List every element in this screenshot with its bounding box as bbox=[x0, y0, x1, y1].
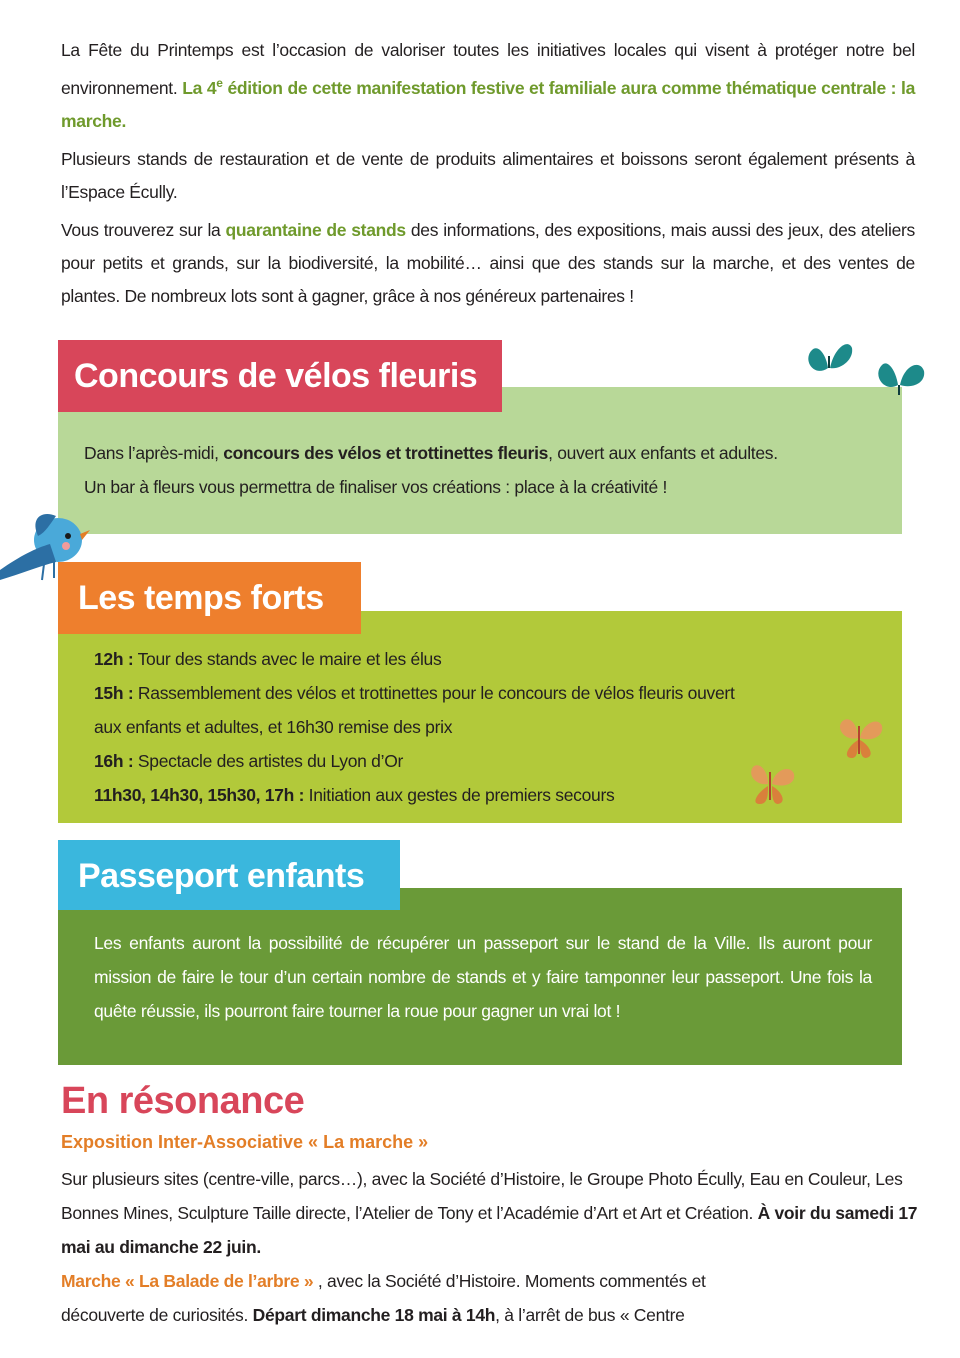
intro-text bbox=[61, 34, 915, 318]
temps-forts-item: 15h : Rassemblement des vélos et trottinettes pour le concours de vélos fleuris ouvert bbox=[94, 683, 735, 703]
passeport-text: Les enfants auront la possibilité de récupérer un passeport sur le stand de la Ville. Ils auront pour mission de faire le tour d’un certain nombre de stands et y faire tamponner leur passeport. Une fois la quête réussie, ils pourront faire tourner la roue pour gagner un vrai lot ! bbox=[94, 933, 872, 1021]
intro-paragraph-3: Vous trouverez sur la quarantaine de stands des informations, des expositions, mais aussi des jeux, des ateliers pour petits et grands, sur la biodiversité, la mobilité… ainsi que des stands sur la marche, et des ventes de plantes. De nombreux lots sont à gagner, grâce à nos généreux partenaires ! bbox=[61, 219, 915, 306]
temps-forts-title: Les temps forts bbox=[58, 562, 361, 634]
butterfly-icon bbox=[872, 355, 926, 397]
bird-icon bbox=[0, 508, 92, 588]
temps-forts-item: aux enfants et adultes, et 16h30 remise des prix bbox=[94, 717, 453, 737]
resonance-expo-text: Sur plusieurs sites (centre-ville, parcs…), avec la Société d’Histoire, le Groupe Photo Écully, Eau en Couleur, Les Bonnes Mines, Sculpture Taille directe, l’Atelier de Tony et l’Académie d’Art et Art et Création. À voir du samedi 17 mai au dimanche 22 juin. bbox=[61, 1169, 918, 1257]
intro-paragraph-2: Plusieurs stands de restauration et de vente de produits alimentaires et boissons seront également présents à l’Espace Écully. bbox=[61, 148, 915, 202]
resonance-expo-title: Exposition Inter-Associative « La marche » bbox=[61, 1132, 429, 1152]
passeport-title: Passeport enfants bbox=[58, 840, 400, 910]
temps-forts-item: 11h30, 14h30, 15h30, 17h : Initiation aux gestes de premiers secours bbox=[94, 785, 615, 805]
temps-forts-item: 16h : Spectacle des artistes du Lyon d’Or bbox=[94, 751, 404, 771]
resonance-marche-text: Marche « La Balade de l’arbre » , avec la Société d’Histoire. Moments commentés et découverte de curiosités. Départ dimanche 18 mai à 14h, à l’arrêt de bus « Centre bbox=[61, 1271, 706, 1325]
concours-title: Concours de vélos fleuris bbox=[58, 340, 502, 412]
butterfly-icon bbox=[834, 716, 884, 762]
concours-text: Dans l’après-midi, concours des vélos et trottinettes fleuris, ouvert aux enfants et adultes. Un bar à fleurs vous permettra de finaliser vos créations : place à la créativité ! bbox=[84, 443, 778, 497]
butterfly-icon bbox=[804, 338, 854, 378]
temps-forts-item: 12h : Tour des stands avec le maire et les élus bbox=[94, 649, 442, 669]
butterfly-icon bbox=[744, 762, 796, 808]
resonance-title: En résonance bbox=[61, 1080, 305, 1122]
intro-paragraph-1: La Fête du Printemps est l’occasion de valoriser toutes les initiatives locales qui visent à protéger notre bel environnement. La 4e édition de cette manifestation festive et familiale aura comme thématique centrale : la marche. bbox=[61, 40, 915, 131]
temps-forts-list bbox=[94, 642, 735, 812]
